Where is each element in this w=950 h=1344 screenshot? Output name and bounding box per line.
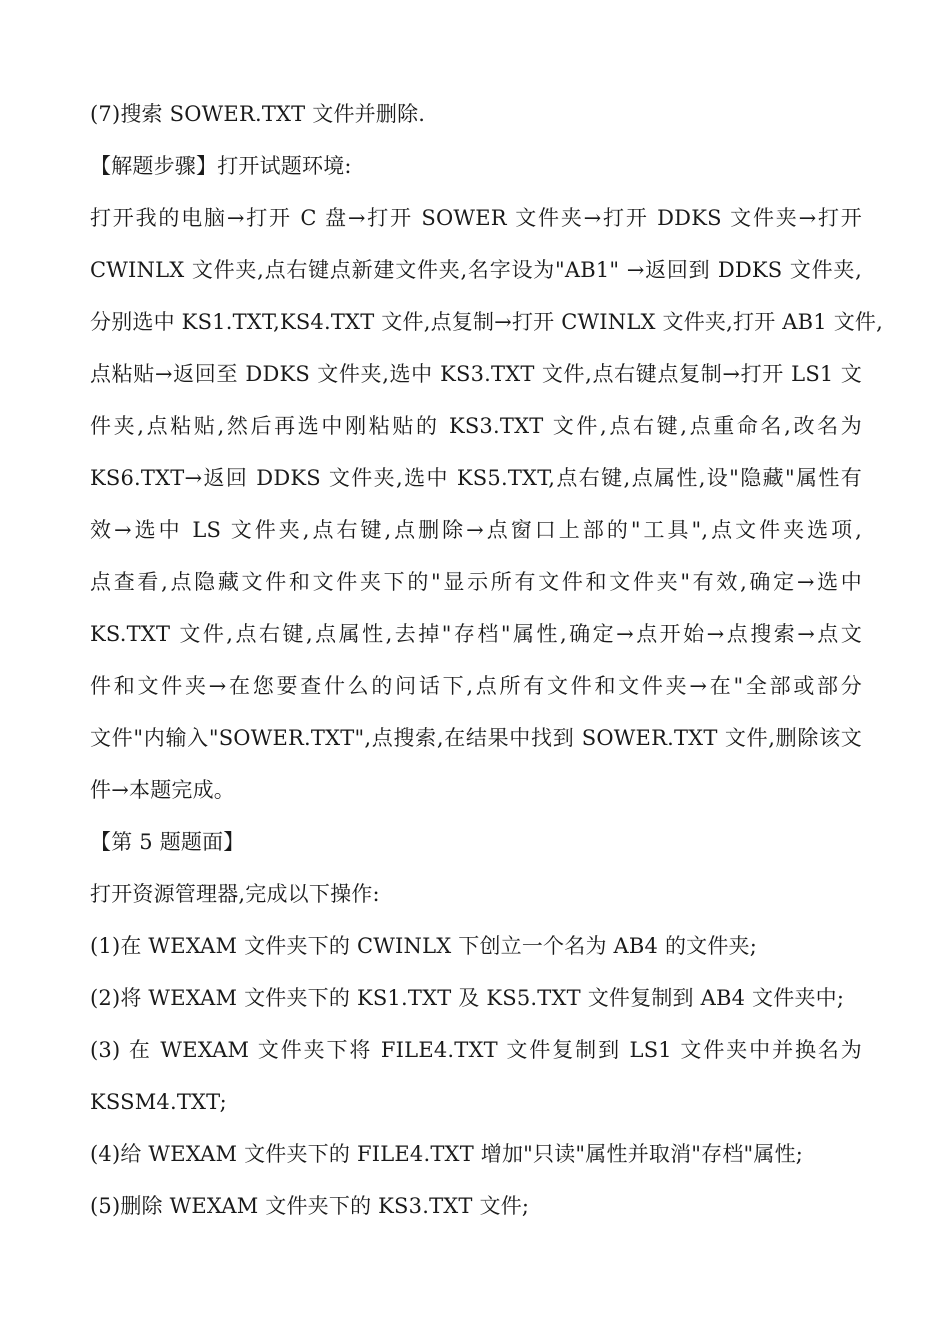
solution-paragraph-line: 打开我的电脑→打开 C 盘→打开 SOWER 文件夹→打开 DDKS 文件夹→打开 <box>90 206 862 230</box>
question-item-continuation: KSSM4.TXT; <box>90 1090 227 1114</box>
question-heading: 【第 5 题题面】 <box>90 830 245 854</box>
solution-paragraph-line: 点查看,点隐藏文件和文件夹下的"显示所有文件和文件夹"有效,确定→选中 <box>90 570 862 594</box>
solution-paragraph-line: 文件"内输入"SOWER.TXT",点搜索,在结果中找到 SOWER.TXT 文件,删除该文 <box>90 726 862 750</box>
solution-paragraph-line: 点粘贴→返回至 DDKS 文件夹,选中 KS3.TXT 文件,点右键点复制→打开 LS1 文 <box>90 362 862 386</box>
text-line-step7: (7)搜索 SOWER.TXT 文件并删除. <box>90 102 426 126</box>
solution-paragraph-line: 效→选中 LS 文件夹,点右键,点删除→点窗口上部的"工具",点文件夹选项, <box>90 518 862 542</box>
solution-paragraph-line: 件和文件夹→在您要查什么的问话下,点所有文件和文件夹→在"全部或部分 <box>90 674 862 698</box>
solution-heading: 【解题步骤】打开试题环境: <box>90 154 352 178</box>
solution-paragraph-line: 分别选中 KS1.TXT,KS4.TXT 文件,点复制→打开 CWINLX 文件夹,打开 AB1 文件, <box>90 310 883 334</box>
question-item: (1)在 WEXAM 文件夹下的 CWINLX 下创立一个名为 AB4 的文件夹; <box>90 934 758 958</box>
solution-paragraph-line: 件夹,点粘贴,然后再选中刚粘贴的 KS3.TXT 文件,点右键,点重命名,改名为 <box>90 414 862 438</box>
question-item: (4)给 WEXAM 文件夹下的 FILE4.TXT 增加"只读"属性并取消"存档"属性; <box>90 1142 804 1166</box>
solution-paragraph-line: KS6.TXT→返回 DDKS 文件夹,选中 KS5.TXT,点右键,点属性,设"隐藏"属性有 <box>90 466 862 490</box>
document-page <box>90 88 883 1232</box>
solution-paragraph-line: 件→本题完成。 <box>90 778 235 802</box>
question-item: (2)将 WEXAM 文件夹下的 KS1.TXT 及 KS5.TXT 文件复制到 AB4 文件夹中; <box>90 986 845 1010</box>
question-intro: 打开资源管理器,完成以下操作: <box>90 882 380 906</box>
solution-paragraph-line: CWINLX 文件夹,点右键点新建文件夹,名字设为"AB1" →返回到 DDKS 文件夹, <box>90 258 862 282</box>
question-item: (5)删除 WEXAM 文件夹下的 KS3.TXT 文件; <box>90 1194 530 1218</box>
solution-paragraph-line: KS.TXT 文件,点右键,点属性,去掉"存档"属性,确定→点开始→点搜索→点文 <box>90 622 862 646</box>
question-item: (3) 在 WEXAM 文件夹下将 FILE4.TXT 文件复制到 LS1 文件夹中并换名为 <box>90 1038 862 1062</box>
